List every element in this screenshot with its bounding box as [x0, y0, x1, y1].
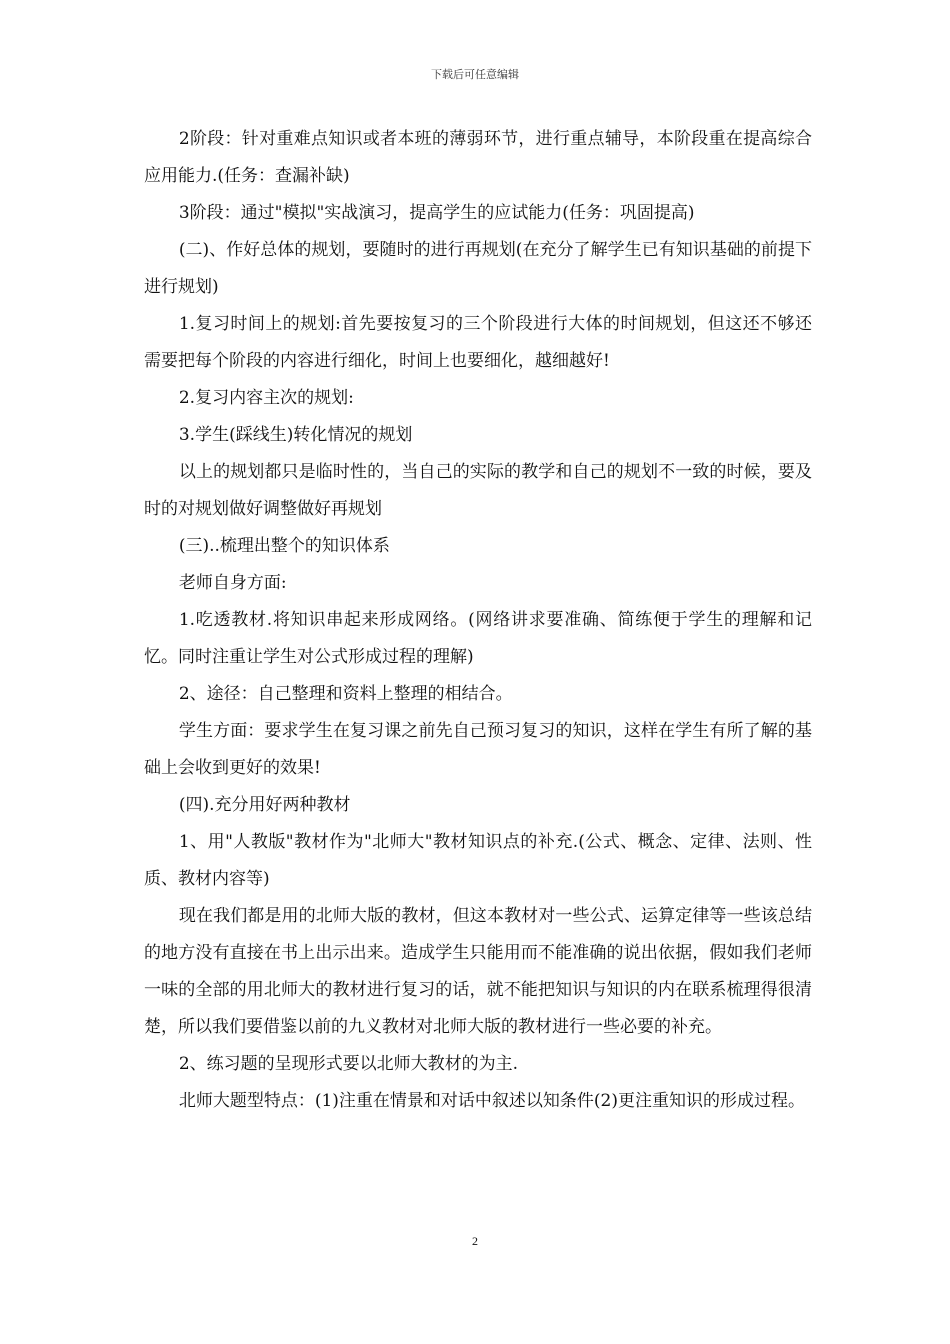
paragraph: 现在我们都是用的北师大版的教材，但这本教材对一些公式、运算定律等一些该总结的地方没有直接在书上出示出来。造成学生只能用而不能准确的说出依据，假如我们老师一味的全部的用北师大的教材进行复习的话，就不能把知识与知识的内在联系梳理得很清楚，所以我们要借鉴以前的九义教材对北师大版的教材进行一些必要的补充。 [144, 906, 812, 1037]
paragraph: 1、用"人教版"教材作为"北师大"教材知识点的补充.(公式、概念、定律、法则、性质、教材内容等) [144, 832, 812, 889]
paragraph: 学生方面：要求学生在复习课之前先自己预习复习的知识，这样在学生有所了解的基础上会收到更好的效果! [144, 721, 812, 778]
paragraph: 2、练习题的呈现形式要以北师大教材的为主. [178, 1054, 519, 1074]
section-heading: (四).充分用好两种教材 [178, 795, 351, 815]
page-header: 下载后可任意编辑 [431, 68, 519, 81]
paragraph: 北师大题型特点：(1)注重在情景和对话中叙述以知条件(2)更注重知识的形成过程。 [178, 1091, 806, 1111]
paragraph: 3阶段：通过"模拟"实战演习，提高学生的应试能力(任务：巩固提高) [178, 203, 695, 223]
section-heading: (三)..梳理出整个的知识体系 [178, 536, 390, 556]
paragraph: 1.吃透教材.将知识串起来形成网络。(网络讲求要准确、简练便于学生的理解和记忆。同时注重让学生对公式形成过程的理解) [144, 610, 812, 667]
paragraph: (二)、作好总体的规划，要随时的进行再规划(在充分了解学生已有知识基础的前提下进行规划) [144, 240, 812, 297]
paragraph: 1.复习时间上的规划:首先要按复习的三个阶段进行大体的时间规划，但这还不够还需要把每个阶段的内容进行细化，时间上也要细化，越细越好! [144, 314, 812, 371]
paragraph: 2、途径：自己整理和资料上整理的相结合。 [178, 684, 513, 704]
page-number: 2 [472, 1234, 478, 1248]
document-body [144, 121, 812, 1120]
paragraph: 2.复习内容主次的规划: [178, 388, 354, 408]
paragraph: 2阶段：针对重难点知识或者本班的薄弱环节，进行重点辅导，本阶段重在提高综合应用能力.(任务：查漏补缺) [144, 129, 812, 186]
paragraph: 以上的规划都只是临时性的，当自己的实际的教学和自己的规划不一致的时候，要及时的对规划做好调整做好再规划 [144, 462, 812, 519]
paragraph: 老师自身方面: [178, 573, 287, 593]
paragraph: 3.学生(踩线生)转化情况的规划 [178, 425, 413, 445]
